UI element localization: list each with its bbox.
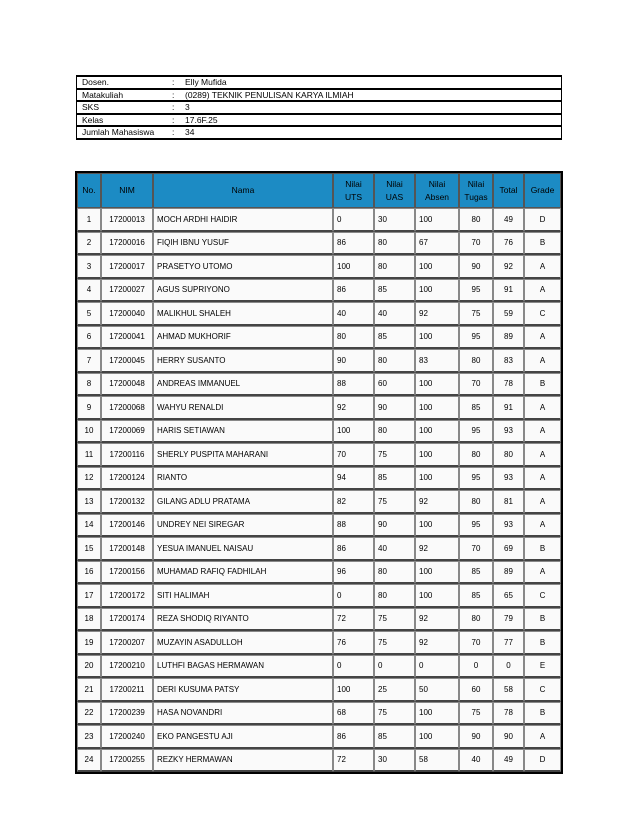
cell-uas: 0 [374,655,415,679]
cell-total: 77 [493,631,524,655]
cell-uts: 94 [333,467,374,491]
cell-no: 24 [77,749,101,773]
cell-no: 5 [77,302,101,326]
info-value: 34 [180,126,562,139]
header-nama: Nama [153,173,333,208]
cell-no: 22 [77,702,101,726]
cell-grade: A [524,279,561,303]
cell-uas: 30 [374,208,415,232]
cell-total: 81 [493,490,524,514]
cell-nama: SITI HALIMAH [153,584,333,608]
cell-nama: ANDREAS IMMANUEL [153,373,333,397]
cell-grade: A [524,255,561,279]
cell-absen: 100 [415,420,459,444]
cell-uts: 100 [333,678,374,702]
cell-tugas: 95 [459,279,493,303]
info-label: Dosen. [77,76,171,89]
header-uts [333,173,374,208]
header-tugas-line1: Nilai [467,178,485,189]
cell-nama: PRASETYO UTOMO [153,255,333,279]
info-label: Matakuliah [77,89,171,102]
cell-nim: 17200148 [101,537,153,561]
cell-grade: A [524,396,561,420]
cell-grade: C [524,678,561,702]
header-no: No. [77,173,101,208]
cell-uas: 80 [374,561,415,585]
cell-no: 7 [77,349,101,373]
table-row [77,396,561,420]
cell-tugas: 85 [459,396,493,420]
cell-tugas: 85 [459,584,493,608]
cell-grade: A [524,326,561,350]
cell-tugas: 80 [459,443,493,467]
cell-absen: 100 [415,467,459,491]
table-row [77,490,561,514]
cell-nim: 17200069 [101,420,153,444]
info-value: 17.6F.25 [180,114,562,127]
cell-no: 11 [77,443,101,467]
cell-tugas: 60 [459,678,493,702]
cell-total: 89 [493,326,524,350]
cell-absen: 100 [415,584,459,608]
table-row [77,349,561,373]
cell-tugas: 40 [459,749,493,773]
cell-total: 93 [493,514,524,538]
cell-nim: 17200240 [101,725,153,749]
info-value: Elly Mufida [180,76,562,89]
info-separator: : [170,126,180,139]
cell-uas: 85 [374,725,415,749]
cell-no: 6 [77,326,101,350]
cell-total: 59 [493,302,524,326]
cell-absen: 100 [415,725,459,749]
cell-uas: 85 [374,467,415,491]
cell-nama: REZKY HERMAWAN [153,749,333,773]
cell-uts: 86 [333,279,374,303]
cell-tugas: 75 [459,302,493,326]
cell-total: 78 [493,702,524,726]
cell-nim: 17200017 [101,255,153,279]
cell-uas: 25 [374,678,415,702]
table-row [77,655,561,679]
header-uas-line1: Nilai [386,178,403,189]
cell-uts: 90 [333,349,374,373]
info-separator: : [170,101,180,114]
table-row [77,208,561,232]
cell-nama: REZA SHODIQ RIYANTO [153,608,333,632]
cell-grade: E [524,655,561,679]
cell-grade: C [524,584,561,608]
cell-grade: B [524,373,561,397]
cell-uas: 60 [374,373,415,397]
cell-nim: 17200013 [101,208,153,232]
cell-nama: AHMAD MUKHORIF [153,326,333,350]
cell-nim: 17200048 [101,373,153,397]
cell-nim: 17200040 [101,302,153,326]
cell-uts: 86 [333,232,374,256]
cell-absen: 92 [415,631,459,655]
cell-nim: 17200211 [101,678,153,702]
cell-uts: 68 [333,702,374,726]
cell-uas: 75 [374,490,415,514]
cell-nama: MUZAYIN ASADULLOH [153,631,333,655]
cell-absen: 100 [415,702,459,726]
cell-uts: 88 [333,373,374,397]
cell-nim: 17200027 [101,279,153,303]
table-header-row [77,173,561,208]
cell-nim: 17200207 [101,631,153,655]
info-separator: : [170,114,180,127]
cell-uas: 75 [374,702,415,726]
info-value: 3 [180,101,562,114]
cell-total: 78 [493,373,524,397]
cell-uts: 0 [333,655,374,679]
table-row [77,561,561,585]
cell-uts: 92 [333,396,374,420]
cell-nama: WAHYU RENALDI [153,396,333,420]
cell-uts: 70 [333,443,374,467]
cell-uas: 80 [374,232,415,256]
cell-no: 2 [77,232,101,256]
cell-grade: B [524,232,561,256]
cell-tugas: 90 [459,725,493,749]
cell-nama: UNDREY NEI SIREGAR [153,514,333,538]
cell-tugas: 80 [459,349,493,373]
cell-uts: 86 [333,537,374,561]
cell-nama: YESUA IMANUEL NAISAU [153,537,333,561]
table-row [77,537,561,561]
cell-nama: EKO PANGESTU AJI [153,725,333,749]
header-uas-line2: UAS [385,191,404,202]
cell-nama: MALIKHUL SHALEH [153,302,333,326]
header-absen [415,173,459,208]
cell-uas: 80 [374,420,415,444]
cell-total: 79 [493,608,524,632]
cell-no: 4 [77,279,101,303]
cell-nim: 17200210 [101,655,153,679]
cell-total: 92 [493,255,524,279]
cell-tugas: 80 [459,608,493,632]
table-row [77,678,561,702]
cell-nama: SHERLY PUSPITA MAHARANI [153,443,333,467]
cell-nama: AGUS SUPRIYONO [153,279,333,303]
cell-grade: D [524,208,561,232]
cell-grade: B [524,631,561,655]
table-row [77,467,561,491]
cell-no: 13 [77,490,101,514]
cell-uts: 86 [333,725,374,749]
cell-uts: 88 [333,514,374,538]
cell-no: 10 [77,420,101,444]
cell-nama: DERI KUSUMA PATSY [153,678,333,702]
cell-grade: A [524,443,561,467]
cell-uas: 85 [374,326,415,350]
cell-nim: 17200172 [101,584,153,608]
header-tugas-line2: Tugas [464,191,488,202]
cell-total: 58 [493,678,524,702]
cell-nim: 17200239 [101,702,153,726]
header-grade: Grade [524,173,561,208]
header-absen-line1: Nilai [428,178,446,189]
cell-uas: 75 [374,443,415,467]
cell-no: 9 [77,396,101,420]
cell-uas: 40 [374,302,415,326]
table-row [77,702,561,726]
cell-absen: 50 [415,678,459,702]
table-row [77,514,561,538]
cell-tugas: 70 [459,373,493,397]
cell-no: 21 [77,678,101,702]
cell-absen: 92 [415,537,459,561]
table-row [77,279,561,303]
cell-no: 23 [77,725,101,749]
cell-nim: 17200174 [101,608,153,632]
cell-no: 1 [77,208,101,232]
cell-nama: FIQIH IBNU YUSUF [153,232,333,256]
cell-grade: D [524,749,561,773]
cell-nim: 17200041 [101,326,153,350]
cell-nama: HARIS SETIAWAN [153,420,333,444]
cell-absen: 0 [415,655,459,679]
cell-no: 18 [77,608,101,632]
cell-grade: A [524,490,561,514]
cell-grade: A [524,725,561,749]
cell-total: 90 [493,725,524,749]
header-total: Total [493,173,524,208]
cell-uas: 90 [374,514,415,538]
cell-nim: 17200132 [101,490,153,514]
cell-nim: 17200156 [101,561,153,585]
cell-nama: GILANG ADLU PRATAMA [153,490,333,514]
cell-no: 3 [77,255,101,279]
cell-uts: 82 [333,490,374,514]
table-row [77,725,561,749]
cell-tugas: 95 [459,467,493,491]
cell-absen: 100 [415,443,459,467]
cell-absen: 83 [415,349,459,373]
cell-uts: 80 [333,326,374,350]
cell-tugas: 90 [459,255,493,279]
cell-nama: HERRY SUSANTO [153,349,333,373]
cell-nim: 17200255 [101,749,153,773]
cell-nama: MUHAMAD RAFIQ FADHILAH [153,561,333,585]
cell-uts: 0 [333,584,374,608]
cell-uts: 0 [333,208,374,232]
cell-absen: 100 [415,255,459,279]
cell-total: 65 [493,584,524,608]
cell-uas: 85 [374,279,415,303]
table-row [77,631,561,655]
header-nim: NIM [101,173,153,208]
cell-tugas: 95 [459,420,493,444]
cell-tugas: 95 [459,326,493,350]
header-tugas [459,173,493,208]
cell-tugas: 70 [459,537,493,561]
info-row [77,114,562,127]
cell-nama: MOCH ARDHI HAIDIR [153,208,333,232]
cell-no: 17 [77,584,101,608]
cell-uas: 40 [374,537,415,561]
cell-absen: 100 [415,326,459,350]
cell-uas: 75 [374,608,415,632]
course-info-table [76,75,562,140]
cell-nim: 17200146 [101,514,153,538]
info-row [77,126,562,139]
cell-uas: 80 [374,255,415,279]
table-row [77,749,561,773]
cell-absen: 100 [415,396,459,420]
cell-total: 49 [493,749,524,773]
table-row [77,326,561,350]
info-separator: : [170,76,180,89]
cell-absen: 100 [415,208,459,232]
cell-tugas: 75 [459,702,493,726]
cell-uas: 80 [374,584,415,608]
grades-table [75,171,563,774]
cell-no: 14 [77,514,101,538]
cell-grade: A [524,349,561,373]
cell-tugas: 80 [459,208,493,232]
cell-no: 12 [77,467,101,491]
cell-tugas: 85 [459,561,493,585]
info-row [77,76,562,89]
info-label: Kelas [77,114,171,127]
cell-absen: 92 [415,302,459,326]
cell-tugas: 95 [459,514,493,538]
cell-tugas: 70 [459,232,493,256]
cell-nim: 17200045 [101,349,153,373]
cell-tugas: 80 [459,490,493,514]
cell-no: 19 [77,631,101,655]
cell-uas: 80 [374,349,415,373]
cell-no: 15 [77,537,101,561]
cell-uas: 90 [374,396,415,420]
cell-uts: 72 [333,749,374,773]
table-row [77,255,561,279]
info-value: (0289) TEKNIK PENULISAN KARYA ILMIAH [180,89,562,102]
cell-absen: 100 [415,373,459,397]
cell-uas: 75 [374,631,415,655]
table-row [77,608,561,632]
info-row [77,89,562,102]
cell-grade: C [524,302,561,326]
cell-total: 69 [493,537,524,561]
cell-nim: 17200116 [101,443,153,467]
cell-no: 8 [77,373,101,397]
table-row [77,373,561,397]
header-uas [374,173,415,208]
cell-nim: 17200016 [101,232,153,256]
header-uts-line2: UTS [345,191,362,202]
table-row [77,232,561,256]
cell-absen: 92 [415,608,459,632]
info-label: SKS [77,101,171,114]
cell-nama: LUTHFI BAGAS HERMAWAN [153,655,333,679]
cell-no: 16 [77,561,101,585]
cell-total: 76 [493,232,524,256]
cell-tugas: 0 [459,655,493,679]
cell-absen: 100 [415,561,459,585]
cell-nama: HASA NOVANDRI [153,702,333,726]
cell-absen: 58 [415,749,459,773]
cell-grade: A [524,561,561,585]
cell-uts: 100 [333,255,374,279]
table-row [77,443,561,467]
cell-tugas: 70 [459,631,493,655]
cell-absen: 100 [415,514,459,538]
cell-total: 83 [493,349,524,373]
cell-total: 93 [493,420,524,444]
cell-uts: 96 [333,561,374,585]
cell-uts: 72 [333,608,374,632]
cell-absen: 100 [415,279,459,303]
cell-grade: A [524,420,561,444]
cell-no: 20 [77,655,101,679]
cell-absen: 92 [415,490,459,514]
info-separator: : [170,89,180,102]
cell-grade: B [524,702,561,726]
cell-total: 80 [493,443,524,467]
cell-uts: 100 [333,420,374,444]
cell-nama: RIANTO [153,467,333,491]
cell-grade: B [524,537,561,561]
table-row [77,420,561,444]
cell-total: 93 [493,467,524,491]
table-row [77,584,561,608]
cell-grade: B [524,608,561,632]
info-row [77,101,562,114]
cell-uas: 30 [374,749,415,773]
cell-uts: 40 [333,302,374,326]
cell-uts: 76 [333,631,374,655]
header-absen-line2: Absen [424,191,450,202]
info-label: Jumlah Mahasiswa [77,126,171,139]
cell-nim: 17200124 [101,467,153,491]
cell-grade: A [524,514,561,538]
cell-grade: A [524,467,561,491]
cell-total: 0 [493,655,524,679]
cell-total: 49 [493,208,524,232]
cell-total: 91 [493,279,524,303]
cell-absen: 67 [415,232,459,256]
table-row [77,302,561,326]
cell-nim: 17200068 [101,396,153,420]
cell-total: 91 [493,396,524,420]
header-uts-line1: Nilai [345,178,362,189]
cell-total: 89 [493,561,524,585]
